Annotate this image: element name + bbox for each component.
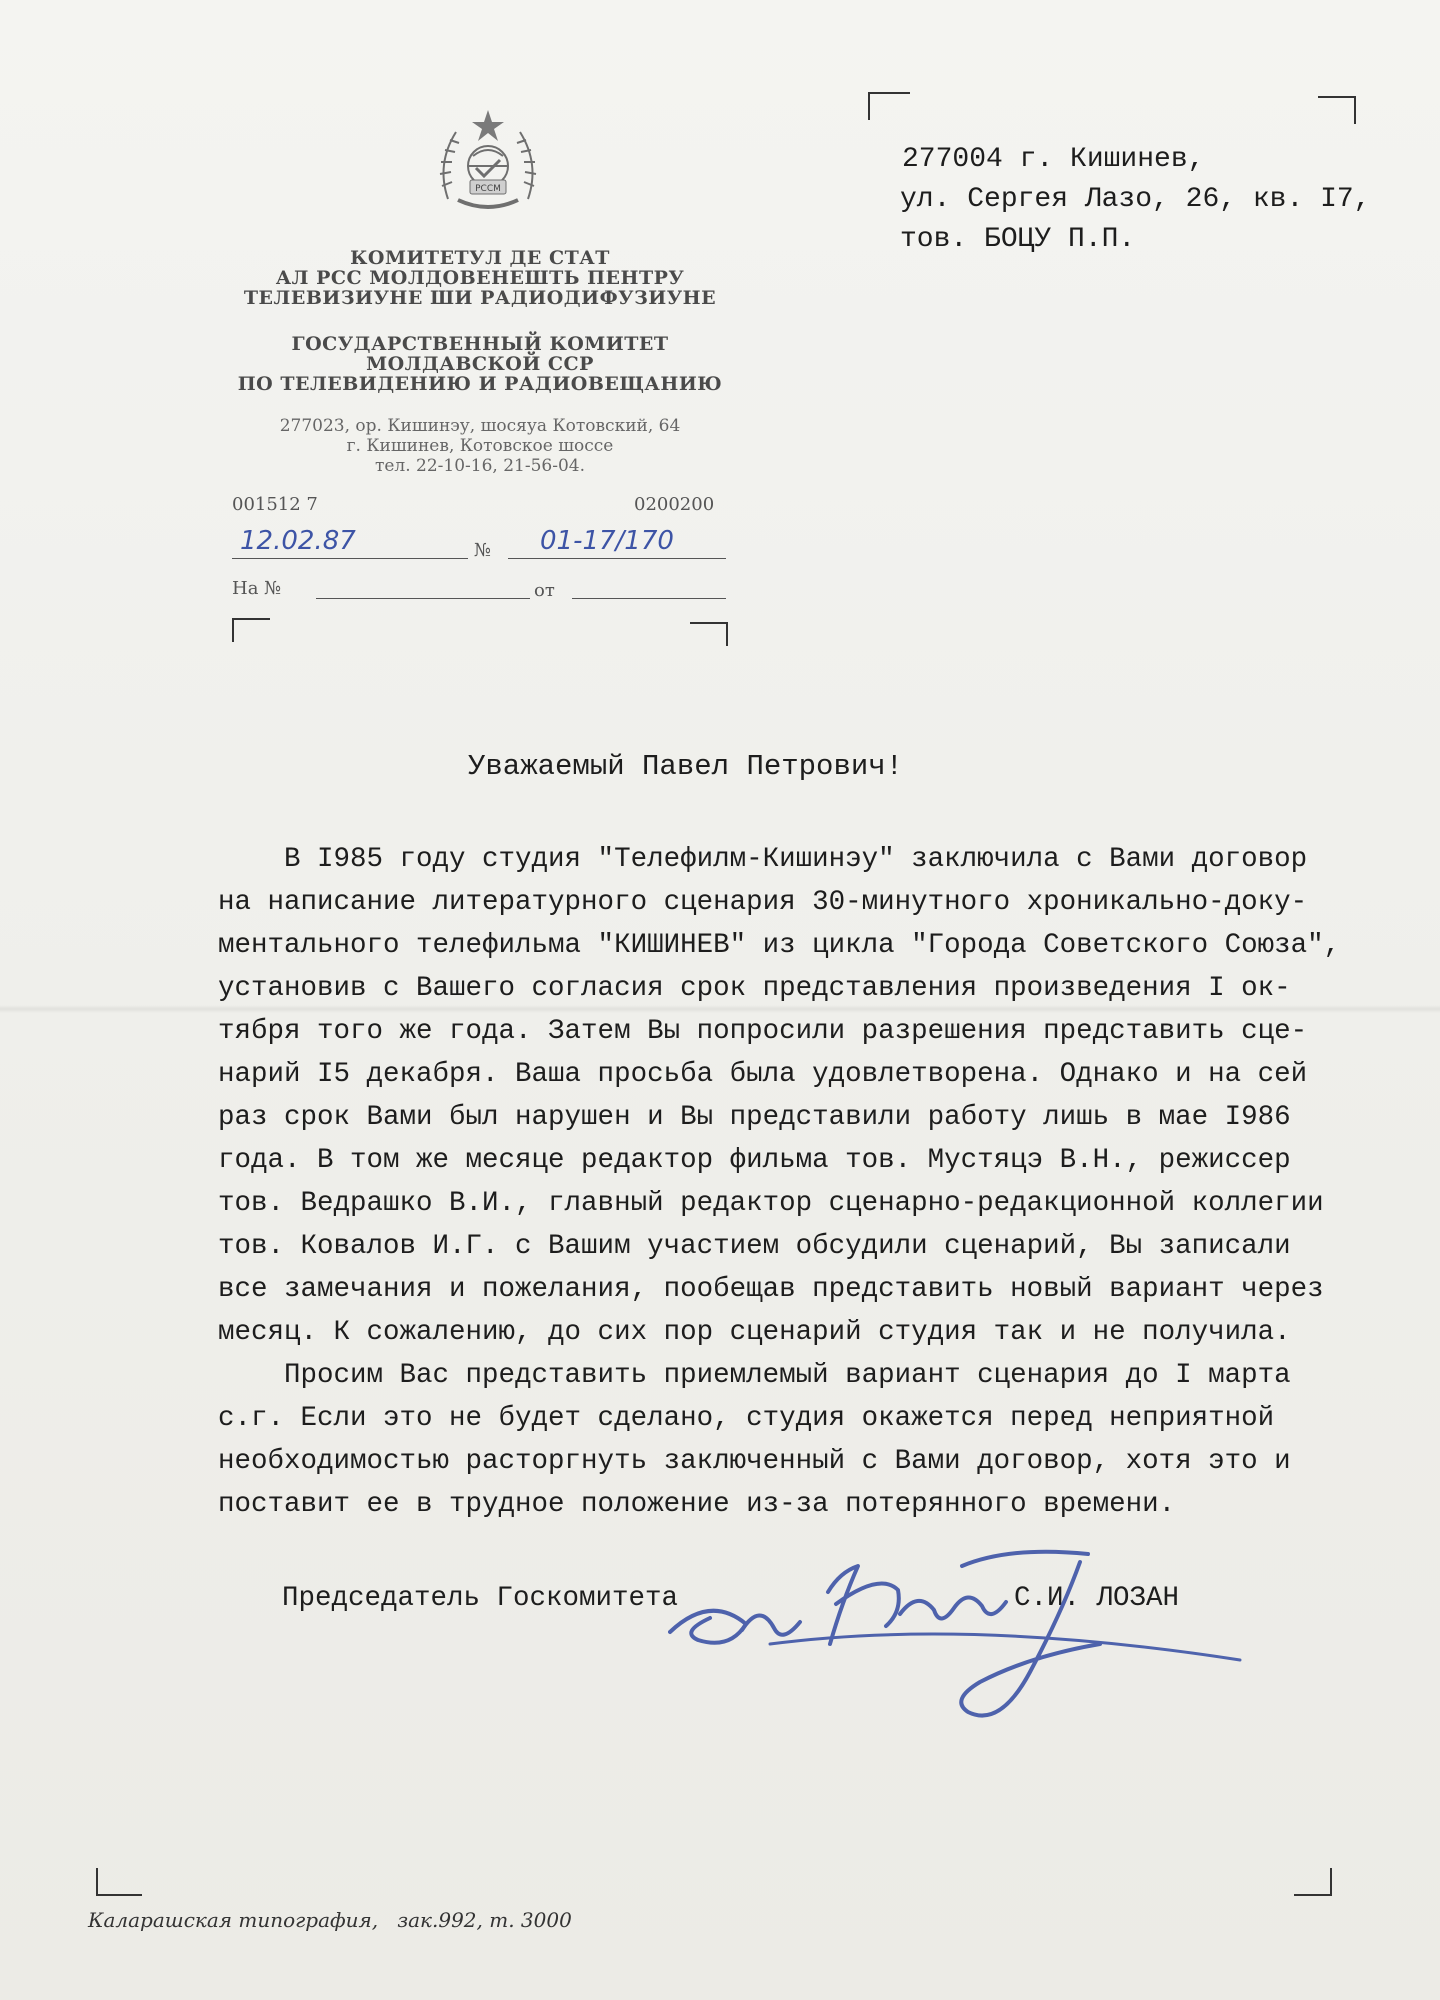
body-line: нарий I5 декабря. Ваша просьба была удовлетворена. Однако и на сей [218, 1059, 1308, 1090]
code-left: 001512 7 [232, 494, 318, 515]
printer-imprint: Каларашская типография, зак.992, т. 3000 [88, 1908, 572, 1932]
salutation: Уважаемый Павел Петрович! [468, 750, 904, 783]
body-line: на написание литературного сценария 30-минутного хроникально-доку- [218, 887, 1308, 918]
emblem-label: РССМ [475, 184, 501, 194]
body-line: все замечания и пожелания, пообещав представить новый вариант через [218, 1274, 1324, 1305]
letterhead-line: ТЕЛЕВИЗИУНЕ ШИ РАДИОДИФУЗИУНЕ [243, 287, 717, 309]
code-right: 0200200 [634, 494, 715, 515]
corner-mark-mid-left [232, 618, 270, 642]
signatory-name: С.И. ЛОЗАН [1014, 1583, 1180, 1614]
recipient-line: ул. Сергея Лазо, 26, кв. I7, [900, 184, 1371, 215]
corner-mark-top-left [868, 92, 910, 120]
body-line: раз срок Вами был нарушен и Вы представили работу лишь в мае I986 [218, 1102, 1291, 1133]
address-line: тел. 22-10-16, 21-56-04. [374, 456, 586, 476]
body-line: установив с Вашего согласия срок представления произведения I ок- [218, 973, 1291, 1004]
letterhead-line: ПО ТЕЛЕВИДЕНИЮ И РАДИОВЕЩАНИЮ [237, 373, 723, 395]
body-line: В I985 году студия "Телефилм-Кишинэу" заключила с Вами договор [218, 844, 1308, 875]
signatory-title: Председатель Госкомитета [282, 1583, 679, 1614]
body-line: месяц. К сожалению, до сих пор сценарий студия так и не получила. [218, 1317, 1291, 1348]
letterhead-line: МОЛДАВСКОЙ ССР [366, 353, 594, 375]
letterhead-line: КОМИТЕТУЛ ДЕ СТАТ [350, 247, 610, 269]
body-line: тября того же года. Затем Вы попросили разрешения представить сце- [218, 1016, 1308, 1047]
corner-mark-mid-right [690, 622, 728, 646]
body-line: поставит ее в трудное положение из-за потерянного времени. [218, 1489, 1176, 1520]
reply-label: На № [232, 578, 282, 599]
body-line: необходимостью расторгнуть заключенный с Вами договор, хотя это и [218, 1446, 1291, 1477]
letterhead-address [215, 416, 745, 476]
corner-mark-bottom-right [1294, 1868, 1332, 1896]
handwritten-signature [650, 1532, 1250, 1752]
from-underline [572, 598, 726, 599]
handwritten-number: 01-17/170 [540, 526, 674, 556]
body-line: тов. Ковалов И.Г. с Вашим участием обсудили сценарий, Вы записали [218, 1231, 1291, 1262]
corner-mark-bottom-left [96, 1868, 142, 1896]
letterhead-line: ГОСУДАРСТВЕННЫЙ КОМИТЕТ [291, 333, 669, 355]
body-line: года. В том же месяце редактор фильма тов. Мустяцэ В.Н., режиссер [218, 1145, 1291, 1176]
reply-underline [316, 598, 530, 599]
handwritten-date: 12.02.87 [240, 526, 356, 556]
corner-mark-top-right [1318, 96, 1356, 124]
recipient-address [902, 140, 1370, 260]
body-line: тов. Ведрашко В.И., главный редактор сценарно-редакционной коллегии [218, 1188, 1324, 1219]
address-line: 277023, ор. Кишинэу, шосяуа Котовский, 64 [279, 416, 681, 436]
letterhead-russian [215, 334, 745, 394]
body-line: Просим Вас представить приемлемый вариант сценария до I марта [218, 1360, 1291, 1391]
number-label: № [474, 540, 492, 561]
body-line: ментального телефильма "КИШИНЕВ" из цикла "Города Советского Союза", [218, 930, 1341, 961]
letter-body [218, 838, 1418, 1526]
number-underline [508, 558, 726, 559]
state-emblem-icon [428, 104, 548, 224]
address-line: г. Кишинев, Котовское шоссе [346, 436, 614, 456]
recipient-line: 277004 г. Кишинев, [902, 144, 1205, 175]
from-label: от [534, 580, 555, 601]
letterhead-line: АЛ РСС МОЛДОВЕНЕШТЬ ПЕНТРУ [275, 267, 685, 289]
body-line: с.г. Если это не будет сделано, студия окажется перед неприятной [218, 1403, 1275, 1434]
letterhead-moldovan [215, 248, 745, 308]
date-underline [232, 558, 468, 559]
recipient-line: тов. БОЦУ П.П. [900, 224, 1136, 255]
